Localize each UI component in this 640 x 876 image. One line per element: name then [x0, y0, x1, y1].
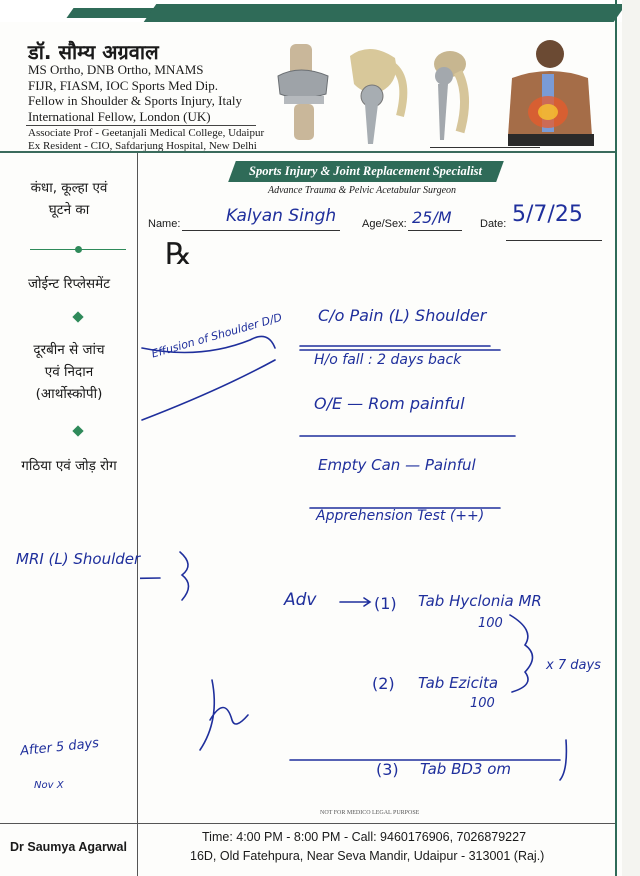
medicine-3: Tab BD3 om [420, 760, 512, 778]
history-note: H/o fall : 2 days back [314, 352, 462, 368]
grouping-brace [510, 615, 533, 692]
date-label: Date: [480, 218, 507, 230]
spine-pain-figure-icon [508, 40, 594, 146]
clinic-address: 16D, Old Fatehpura, Near Seva Mandir, Udaipur - 313001 (Raj.) [190, 849, 545, 863]
position-line: Ex Resident - CIO, Safdarjung Hospital, New Delhi [28, 139, 257, 152]
exam-note: O/E — Rom painful [314, 394, 465, 413]
medicine-2-dose: 100 [470, 696, 495, 711]
legal-disclaimer: NOT FOR MEDICO LEGAL PURPOSE [320, 810, 420, 816]
diagnosis-slash [142, 360, 275, 420]
med3-bracket [560, 740, 566, 780]
medicine-1: Tab Hyclonia MR [418, 592, 542, 610]
qualification-line: FIJR, FIASM, IOC Sports Med Dip. [28, 77, 218, 93]
followup-note-2: Nov X [34, 780, 64, 791]
knee-implant-icon [278, 44, 328, 140]
medicine-1-dose: 100 [478, 616, 503, 631]
service-item: जोईन्ट रिप्लेसमेंट [27, 276, 111, 292]
clinic-timing-contact: Time: 4:00 PM - 8:00 PM - Call: 9460176906, 7026879227 [202, 830, 527, 844]
qualifications [28, 62, 242, 124]
position-line: Associate Prof - Geetanjali Medical College, Udaipur [28, 127, 265, 139]
empty-can-test: Empty Can — Painful [318, 456, 476, 474]
medicine-3-number: (3) [376, 760, 399, 779]
duration: x 7 days [546, 658, 601, 673]
bullet-diamond [72, 425, 83, 436]
diagnosis-note: Effusion of Shoulder D/D [150, 310, 284, 361]
advice-arrow [340, 598, 370, 606]
qualification-line: International Fellow, London (UK) [28, 108, 211, 124]
handwriting-strokes [140, 300, 620, 820]
advice-label: Adv [284, 590, 317, 610]
agesex-label: Age/Sex: [362, 218, 407, 230]
medicine-2-number: (2) [372, 674, 395, 693]
signature [200, 680, 248, 750]
hip-implant-icon [350, 49, 403, 144]
patient-name: Kalyan Singh [226, 206, 337, 226]
mri-advice: MRI (L) Shoulder [16, 550, 141, 568]
service-item: कंधा, कूल्हा एवं घूटने का [30, 180, 108, 218]
qualification-line: MS Ortho, DNB Ortho, MNAMS [28, 62, 204, 77]
mri-underline [140, 578, 160, 580]
services-sidebar [0, 153, 141, 823]
footer-doctor-name: Dr Saumya Agarwal [0, 824, 138, 876]
name-label: Name: [148, 218, 181, 230]
joint-illustrations [270, 36, 620, 148]
subspecialty: Advance Trauma & Pelvic Acetabular Surgeon [268, 185, 457, 196]
service-item: गठिया एवं जोड़ रोग [21, 458, 117, 474]
top-decoration [0, 0, 640, 22]
letterhead [0, 22, 640, 152]
complaint-note: C/o Pain (L) Shoulder [318, 306, 487, 325]
footer [0, 823, 615, 876]
medicine-2: Tab Ezicita [418, 674, 499, 692]
positions [28, 127, 264, 152]
rx-symbol: ℞ [165, 237, 192, 272]
shoulder-implant-icon [434, 51, 466, 140]
medicine-1-number: (1) [374, 594, 397, 613]
mri-brace [180, 552, 189, 600]
doctor-name-hindi: डॉ. सौम्य अग्रवाल [28, 40, 159, 64]
followup-note: After 5 days [19, 735, 100, 760]
patient-agesex: 25/M [412, 208, 452, 227]
bullet-diamond [72, 311, 83, 322]
apprehension-test: Apprehension Test (++) [316, 508, 485, 524]
bullet-dot [75, 246, 82, 253]
qualification-line: Fellow in Shoulder & Sports Injury, Italy [28, 93, 243, 108]
service-item: दूरबीन से जांच एवं निदान (आर्थोस्कोपी) [33, 342, 105, 402]
specialty-banner: Sports Injury & Joint Replacement Specialist [228, 161, 504, 182]
visit-date: 5/7/25 [512, 202, 583, 227]
